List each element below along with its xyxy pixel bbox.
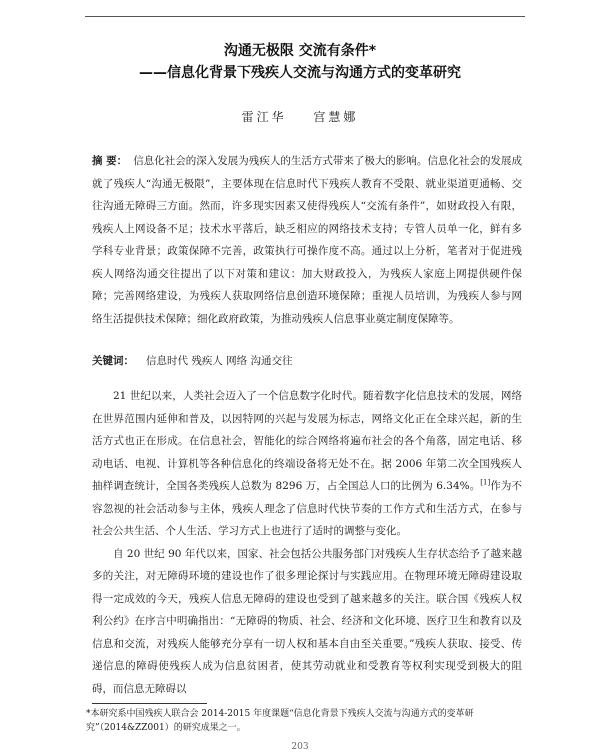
paper-subtitle: ——信息化背景下残疾人交流与沟通方式的变革研究	[139, 65, 461, 81]
paper-title: 沟通无极限 交流有条件*	[223, 43, 377, 59]
abstract-label: 摘 要：	[92, 155, 128, 167]
citation-ref: [1]	[480, 478, 491, 487]
author-line	[0, 108, 600, 125]
top-rule	[85, 16, 525, 17]
abstract-text: 信息化社会的深入发展为残疾人的生活方式带来了极大的影响。信息化社会的发展成就了残疾人“沟通无极限”，主要体现在信息时代下残疾人教育不受限、就业渠道更通畅、交往沟通无障碍三方面。然而，许多现实因素又使得残疾人“交流有条件”，如财政投入有限，残疾人上网设备不足；技术水平落后，缺乏相应的网络技术支持；专管人员单一化，鲜有多学科专业背景；政策保障不完善，政策执行可操作度不高。通过以上分析，笔者对于促进残疾人网络沟通交往提出了以下对策和建议：加大财政投入，为残疾人家庭上网提供硬件保障；完善网络建设，为残疾人获取网络信息创造环境保障；重视人员培训，为残疾人参与网络生活提供技术保障；细化政府政策，为推动残疾人信息事业奠定制度保障等。	[92, 155, 523, 325]
keywords-label: 关键词：	[92, 355, 134, 367]
body-text	[92, 385, 522, 700]
keywords	[92, 351, 522, 371]
keywords-text: 信息时代 残疾人 网络 沟通交往	[146, 355, 293, 367]
author-name: 宫慧娜	[313, 110, 359, 124]
abstract	[92, 150, 522, 330]
body-paragraph	[92, 385, 522, 543]
author-name: 雷江华	[241, 110, 287, 124]
body-paragraph-text: 21 世纪以来，人类社会迈入了一个信息数字化时代。随着数字化信息技术的发展，网络在世界范围内延伸和普及，以因特网的兴起与发展为标志，网络文化正在全球兴起，新的生活方式也正在形成。在信息社会，智能化的综合网络将遍布社会的各个角落，固定电话、移动电话、电视、计算机等各种信息化的终端设备将无处不在。据 2006 年第二次全国残疾人抽样调查统计，全国各类残疾人总数为 8296 万，占全国总人口的比例为 6.34%。	[92, 390, 522, 492]
footnote: *本研究系中国残疾人联合会 2014-2015 年度课题“信息化背景下残疾人交流与沟通方式的变革研究”（2014&ZZ001）的研究成果之一。	[86, 709, 474, 733]
footnote-rule	[92, 703, 207, 704]
body-paragraph-text: 作为不容忽视的社会活动参与主体，残疾人理念了信息时代快节奏的工作方式和生活方式，在参与社会公共生活、个人生活、学习方式上也进行了适时的调整与变化。	[92, 480, 523, 537]
page-number: 203	[291, 742, 309, 752]
body-paragraph: 自 20 世纪 90 年代以来，国家、社会包括公共服务部门对残疾人生存状态给予了越来越多的关注，对无障碍环境的建设也作了很多理论探讨与实践应用。在物理环境无障碍建设取得一定成效的今天，残疾人信息无障碍的建设也受到了越来越多的关注。联合国《残疾人权利公约》在序言中明确指出：“无障碍的物质、社会、经济和文化环境、医疗卫生和教育以及信息和交流，对残疾人能够充分享有一切人权和基本自由至关重要。”残疾人获取、接受、传递信息的障碍使残疾人成为信息贫困者，使其劳动就业和受教育等权利实现受到极大的阻碍，而信息无障碍以	[92, 547, 522, 695]
